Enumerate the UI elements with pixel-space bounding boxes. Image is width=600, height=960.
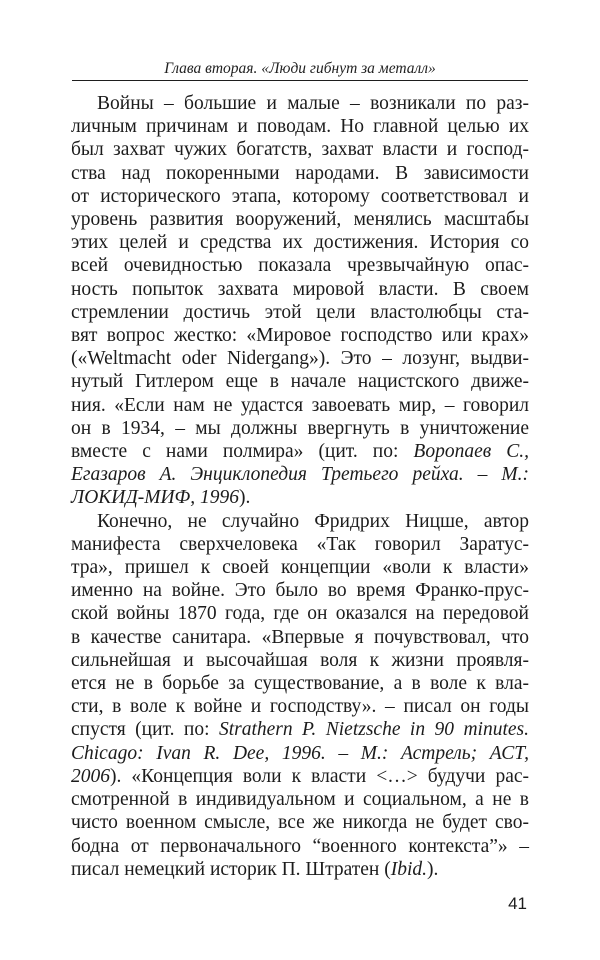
text-run: вместе с нами полмира» (цит. по:: [71, 441, 414, 463]
text-line: был захват чужих богатств, захват власти и господ-: [71, 139, 529, 161]
text-line: этих целей и средства их достижения. История со: [71, 232, 529, 254]
text-line: манифеста сверхчеловека «Так говорил Заратус-: [71, 533, 529, 555]
text-line: бодна от первоначального “военного контекста”» –: [71, 835, 529, 857]
text-run: ).: [238, 487, 251, 509]
citation-italic: Ibid.: [390, 858, 428, 880]
text-line: от исторического этапа, которому соответствовал и: [71, 185, 529, 207]
citation-italic: Strathern P. Nietzsche in 90 minutes.: [218, 719, 529, 741]
text-line: ской войны 1870 года, где он оказался на передовой: [71, 603, 529, 625]
text-line: чисто военном смысле, все же никогда не будет сво-: [71, 812, 529, 834]
page-number: 41: [508, 894, 527, 913]
text-line: уровень развития вооружений, менялись масштабы: [71, 209, 529, 231]
text-line: именно на войне. Это было во время Франко-прус-: [71, 580, 529, 602]
text-line: [71, 486, 529, 509]
text-run: ). «Концепция воли к власти <…> будучи рас-: [110, 765, 529, 787]
text-line: [71, 765, 529, 788]
text-line: смотренной в индивидуальном и социальном, а не в: [71, 789, 529, 811]
header-rule: [72, 80, 528, 81]
text-run: ).: [427, 858, 439, 880]
citation-italic: Воропаев С.,: [413, 441, 529, 463]
text-line: Войны – большие и малые – возникали по раз-: [97, 93, 529, 114]
text-line: Конечно, не случайно Фридрих Ницше, автор: [97, 510, 529, 532]
paragraph-2: [71, 510, 529, 881]
text-run: писал немецкий историк П. Штратен (: [71, 858, 391, 880]
text-run: спустя (цит. по:: [71, 719, 219, 741]
text-line: [71, 440, 529, 463]
text-line: [71, 858, 529, 881]
citation-italic: ЛОКИД-МИФ, 1996: [71, 487, 239, 509]
text-line: сильнейшая и высочайшая воля к жизни проявля-: [71, 649, 529, 671]
text-line: стремлении достичь этой цели властолюбцы ста-: [71, 301, 529, 323]
text-line: [71, 718, 529, 741]
text-line: [71, 742, 529, 765]
text-line: личным причинам и поводам. Но главной целью их: [71, 116, 529, 138]
text-line: он в 1934, – мы должны ввергнуть в уничтожение: [71, 417, 529, 439]
text-line: ется не в борьбе за существование, а в воле к вла-: [71, 673, 529, 695]
text-line: ства над покоренными народами. В зависимости: [71, 162, 529, 184]
citation-italic: 2006: [71, 765, 110, 787]
text-line: всей очевидностью показала чрезвычайную опас-: [71, 255, 529, 277]
citation-italic: Chicago: Ivan R. Dee, 1996. – М.: Астрель; АСТ,: [71, 742, 529, 764]
text-line: («Weltmacht oder Nidergang»). Это – лозунг, выдви-: [71, 348, 529, 370]
text-line: в качестве санитара. «Впервые я почувствовал, что: [71, 626, 529, 648]
text-line: тра», пришел к своей концепции «воли к власти»: [71, 557, 529, 579]
paragraph-1: [71, 92, 529, 510]
text-line: ность попыток захвата мировой власти. В своем: [71, 278, 529, 300]
text-line: [71, 463, 529, 486]
citation-italic: Егазаров А. Энциклопедия Третьего рейха. – М.:: [71, 464, 529, 486]
text-line: вят вопрос жестко: «Мировое господство или крах»: [71, 325, 529, 347]
text-line: ния. «Если нам не удастся завоевать мир, – говорил: [71, 394, 529, 416]
text-line: нутый Гитлером еще в начале нацистского движе-: [71, 371, 529, 393]
text-line: сти, в воле к войне и господству». – писал он годы: [71, 696, 529, 718]
running-head: Глава вторая. «Люди гибнут за металл»: [164, 60, 436, 77]
page-body: [71, 92, 529, 881]
